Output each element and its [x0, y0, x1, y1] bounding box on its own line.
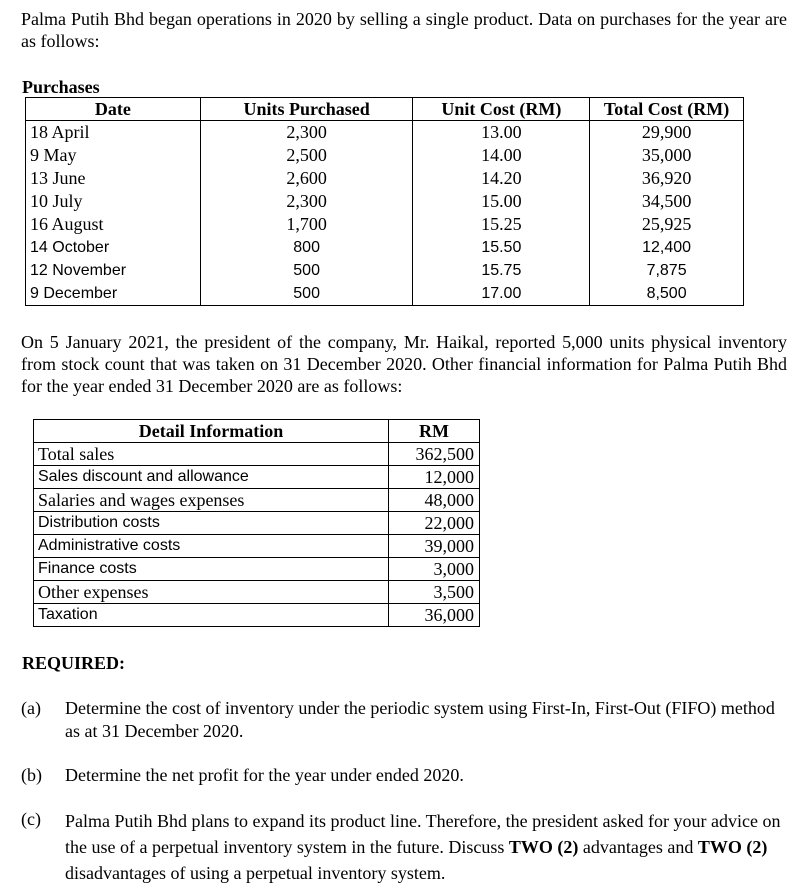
question-c-text-part1: Palma Putih Bhd plans to expand its product line. Therefore, the president asked for your advice on the use of a perpetual inventory system in the future. Discuss: [65, 811, 781, 857]
table-row: [34, 581, 480, 604]
cell-unit-cost: 17.00: [413, 282, 590, 306]
question-c-label: (c): [21, 809, 41, 829]
table-row: [26, 121, 744, 145]
details-header-row: [34, 420, 480, 443]
cell-date: 10 July: [26, 190, 201, 213]
cell-units: 500: [200, 259, 413, 282]
table-row: [34, 604, 480, 627]
cell-unit-cost: 15.50: [413, 236, 590, 259]
detail-information-table: [33, 419, 480, 627]
table-row: [26, 167, 744, 190]
table-row: [26, 190, 744, 213]
header-units-purchased: Units Purchased: [200, 98, 413, 121]
purchases-heading: Purchases: [22, 77, 100, 97]
table-row: [26, 144, 744, 167]
inventory-paragraph: On 5 January 2021, the president of the company, Mr. Haikal, reported 5,000 units physical inventory from stock count that was taken on 31 December 2020. Other financial information for Palma Putih Bhd for the year ended 31 December 2020 are as follows:: [21, 332, 787, 396]
cell-total-cost: 25,925: [590, 213, 744, 236]
detail-amount: 3,000: [389, 558, 480, 581]
cell-units: 2,600: [200, 167, 413, 190]
purchases-header-row: [26, 98, 744, 121]
cell-total-cost: 8,500: [590, 282, 744, 306]
detail-label: Sales discount and allowance: [34, 466, 389, 489]
cell-units: 2,300: [200, 121, 413, 145]
required-heading: REQUIRED:: [22, 653, 126, 673]
table-row: [34, 466, 480, 489]
cell-total-cost: 7,875: [590, 259, 744, 282]
header-unit-cost: Unit Cost (RM): [413, 98, 590, 121]
cell-units: 2,500: [200, 144, 413, 167]
cell-total-cost: 29,900: [590, 121, 744, 145]
detail-label: Total sales: [34, 443, 389, 466]
cell-date: 9 December: [26, 282, 201, 306]
question-c-text: [65, 808, 785, 886]
cell-total-cost: 35,000: [590, 144, 744, 167]
cell-unit-cost: 13.00: [413, 121, 590, 145]
header-date: Date: [26, 98, 201, 121]
table-row: [34, 512, 480, 535]
cell-unit-cost: 14.00: [413, 144, 590, 167]
question-b-text: Determine the net profit for the year under ended 2020.: [65, 765, 464, 785]
cell-unit-cost: 14.20: [413, 167, 590, 190]
cell-total-cost: 34,500: [590, 190, 744, 213]
cell-date: 14 October: [26, 236, 201, 259]
detail-amount: 36,000: [389, 604, 480, 627]
header-total-cost: Total Cost (RM): [590, 98, 744, 121]
question-b-label: (b): [21, 765, 42, 785]
detail-amount: 362,500: [389, 443, 480, 466]
detail-label: Salaries and wages expenses: [34, 489, 389, 512]
detail-amount: 12,000: [389, 466, 480, 489]
intro-paragraph: Palma Putih Bhd began operations in 2020 by selling a single product. Data on purchases for the year are as follows:: [21, 9, 787, 51]
table-row: [34, 535, 480, 558]
cell-date: 18 April: [26, 121, 201, 145]
table-row: [26, 213, 744, 236]
detail-label: Finance costs: [34, 558, 389, 581]
cell-unit-cost: 15.75: [413, 259, 590, 282]
header-detail-information: Detail Information: [34, 420, 389, 443]
purchases-table: [25, 97, 744, 306]
cell-units: 2,300: [200, 190, 413, 213]
table-row: [26, 259, 744, 282]
cell-date: 16 August: [26, 213, 201, 236]
question-c-bold-2: TWO (2): [697, 837, 768, 857]
detail-amount: 22,000: [389, 512, 480, 535]
table-row: [34, 443, 480, 466]
detail-amount: 48,000: [389, 489, 480, 512]
header-rm: RM: [389, 420, 480, 443]
cell-date: 9 May: [26, 144, 201, 167]
cell-total-cost: 12,400: [590, 236, 744, 259]
question-a-text: Determine the cost of inventory under the periodic system using First-In, First-Out (FIFO) method as at 31 December 2020.: [65, 698, 775, 741]
cell-units: 800: [200, 236, 413, 259]
cell-unit-cost: 15.25: [413, 213, 590, 236]
table-row: [34, 558, 480, 581]
cell-unit-cost: 15.00: [413, 190, 590, 213]
detail-label: Administrative costs: [34, 535, 389, 558]
question-c-text-part2: advantages and: [578, 837, 698, 857]
table-row: [34, 489, 480, 512]
question-c-bold-1: TWO (2): [508, 837, 579, 857]
cell-units: 1,700: [200, 213, 413, 236]
cell-date: 13 June: [26, 167, 201, 190]
detail-label: Other expenses: [34, 581, 389, 604]
question-a-label: (a): [21, 698, 41, 718]
question-c-text-part3: disadvantages of using a perpetual inventory system.: [65, 863, 446, 883]
cell-date: 12 November: [26, 259, 201, 282]
detail-amount: 39,000: [389, 535, 480, 558]
cell-total-cost: 36,920: [590, 167, 744, 190]
table-row: [26, 236, 744, 259]
detail-label: Taxation: [34, 604, 389, 627]
cell-units: 500: [200, 282, 413, 306]
detail-label: Distribution costs: [34, 512, 389, 535]
detail-amount: 3,500: [389, 581, 480, 604]
table-row: [26, 282, 744, 306]
